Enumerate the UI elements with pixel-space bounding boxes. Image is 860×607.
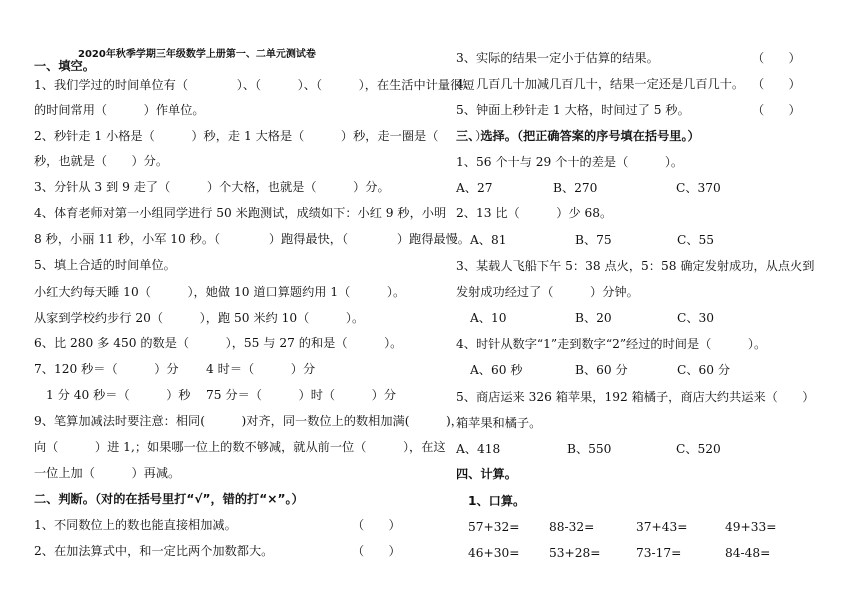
judge-1-paren: （ ） xyxy=(352,518,401,532)
judge-3-paren: （ ） xyxy=(752,51,801,65)
judge-4: 4、几百几十加减几百几十，结果一定还是几百几十。 xyxy=(456,77,745,91)
option-a: A、418 xyxy=(456,442,501,456)
oral-item: 53+28= xyxy=(549,546,601,560)
oral-item: 46+30= xyxy=(468,546,520,560)
option-c: C、60 分 xyxy=(677,363,731,377)
question-9-line1: 9、笔算加减法时要注意：相同( )对齐，同一数位上的数相加满( )， xyxy=(34,414,463,428)
oral-item: 73-17= xyxy=(636,546,682,560)
section-true-false: 二、判断。（对的在括号里打“√”，错的打“×”。） xyxy=(34,492,304,506)
oral-item: 37+43= xyxy=(636,520,688,534)
question-7-c: 1 分 40 秒＝（ ）秒 xyxy=(46,388,191,402)
question-5-line1: 小红大约每天睡 10（ ），她做 10 道口算题约用 1（ ）。 xyxy=(34,285,406,299)
option-c: C、370 xyxy=(676,181,721,195)
question-9-line3: 一位上加（ ）再减。 xyxy=(34,466,181,480)
option-c: C、520 xyxy=(676,442,721,456)
judge-2-paren: （ ） xyxy=(352,544,401,558)
question-1-line2: 的时间常用（ ）作单位。 xyxy=(34,103,205,117)
question-7-b: 4 时＝（ ）分 xyxy=(206,362,316,376)
option-b: B、60 分 xyxy=(575,363,628,377)
judge-1: 1、不同数位上的数也能直接相加减。 xyxy=(34,518,237,532)
choice-5-line1: 5、商店运来 326 箱苹果，192 箱橘子，商店大约共运来（ ） xyxy=(456,390,815,404)
question-4-line2: 8 秒，小丽 11 秒，小军 10 秒。（ ）跑得最快，（ ）跑得最慢。 xyxy=(34,232,470,246)
section-choice: 三、选择。（把正确答案的序号填在括号里。） xyxy=(456,129,700,143)
option-c: C、30 xyxy=(677,311,715,325)
question-7-a: 7、120 秒＝（ ）分 xyxy=(34,362,179,376)
oral-item: 57+32= xyxy=(468,520,520,534)
option-a: A、10 xyxy=(470,311,507,325)
section-fill-in: 一、填空。 xyxy=(34,59,95,73)
page-title: 2020年秋季学期三年级数学上册第一、二单元测试卷 xyxy=(78,49,316,60)
question-5-line2: 从家到学校约步行 20（ ），跑 50 米约 10（ ）。 xyxy=(34,311,365,325)
choice-3-line1: 3、某载人飞船下午 5：38 点火，5：58 确定发射成功，从点火到 xyxy=(456,259,815,273)
choice-2: 2、13 比（ ）少 68。 xyxy=(456,206,613,220)
question-1-line1: 1、我们学过的时间单位有（ ）、（ ）、（ ），在生活中计量很短 xyxy=(34,78,475,92)
option-b: B、550 xyxy=(567,442,612,456)
judge-2: 2、在加法算式中，和一定比两个加数都大。 xyxy=(34,544,274,558)
choice-1: 1、56 个十与 29 个十的差是（ ）。 xyxy=(456,155,684,169)
judge-5-paren: （ ） xyxy=(752,103,801,117)
judge-5: 5、钟面上秒针走 1 大格，时间过了 5 秒。 xyxy=(456,103,690,117)
option-a: A、60 秒 xyxy=(470,363,523,377)
oral-item: 88-32= xyxy=(549,520,595,534)
option-b: B、270 xyxy=(553,181,598,195)
option-a: A、27 xyxy=(456,181,493,195)
question-5: 5、填上合适的时间单位。 xyxy=(34,258,176,272)
option-c: C、55 xyxy=(677,233,715,247)
question-3: 3、分针从 3 到 9 走了（ ）个大格，也就是（ ）分。 xyxy=(34,180,390,194)
question-2-line2: 秒，也就是（ ）分。 xyxy=(34,154,169,168)
subsection-oral: 1、口算。 xyxy=(468,494,526,508)
choice-5-line2: 箱苹果和橘子。 xyxy=(456,416,542,430)
question-7-d: 75 分＝（ ）时（ ）分 xyxy=(206,388,397,402)
judge-4-paren: （ ） xyxy=(752,77,801,91)
choice-4: 4、时针从数字“1”走到数字“2”经过的时间是（ ）。 xyxy=(456,337,767,351)
question-4-line1: 4、体育老师对第一小组同学进行 50 米跑测试，成绩如下：小红 9 秒，小明 xyxy=(34,206,447,220)
question-9-line2: 向（ ）进 1,；如果哪一位上的数不够减，就从前一位（ ），在这 xyxy=(34,440,446,454)
question-2-line1: 2、秒针走 1 小格是（ ）秒，走 1 大格是（ ）秒，走一圈是（ ） xyxy=(34,129,488,143)
option-a: A、81 xyxy=(470,233,507,247)
oral-item: 49+33= xyxy=(725,520,777,534)
choice-3-line2: 发射成功经过了（ ）分钟。 xyxy=(456,285,639,299)
option-b: B、20 xyxy=(575,311,612,325)
oral-item: 84-48= xyxy=(725,546,771,560)
option-b: B、75 xyxy=(575,233,612,247)
section-calculate: 四、计算。 xyxy=(456,467,517,481)
judge-3: 3、实际的结果一定小于估算的结果。 xyxy=(456,51,659,65)
question-6: 6、比 280 多 450 的数是（ ），55 与 27 的和是（ ）。 xyxy=(34,336,403,350)
